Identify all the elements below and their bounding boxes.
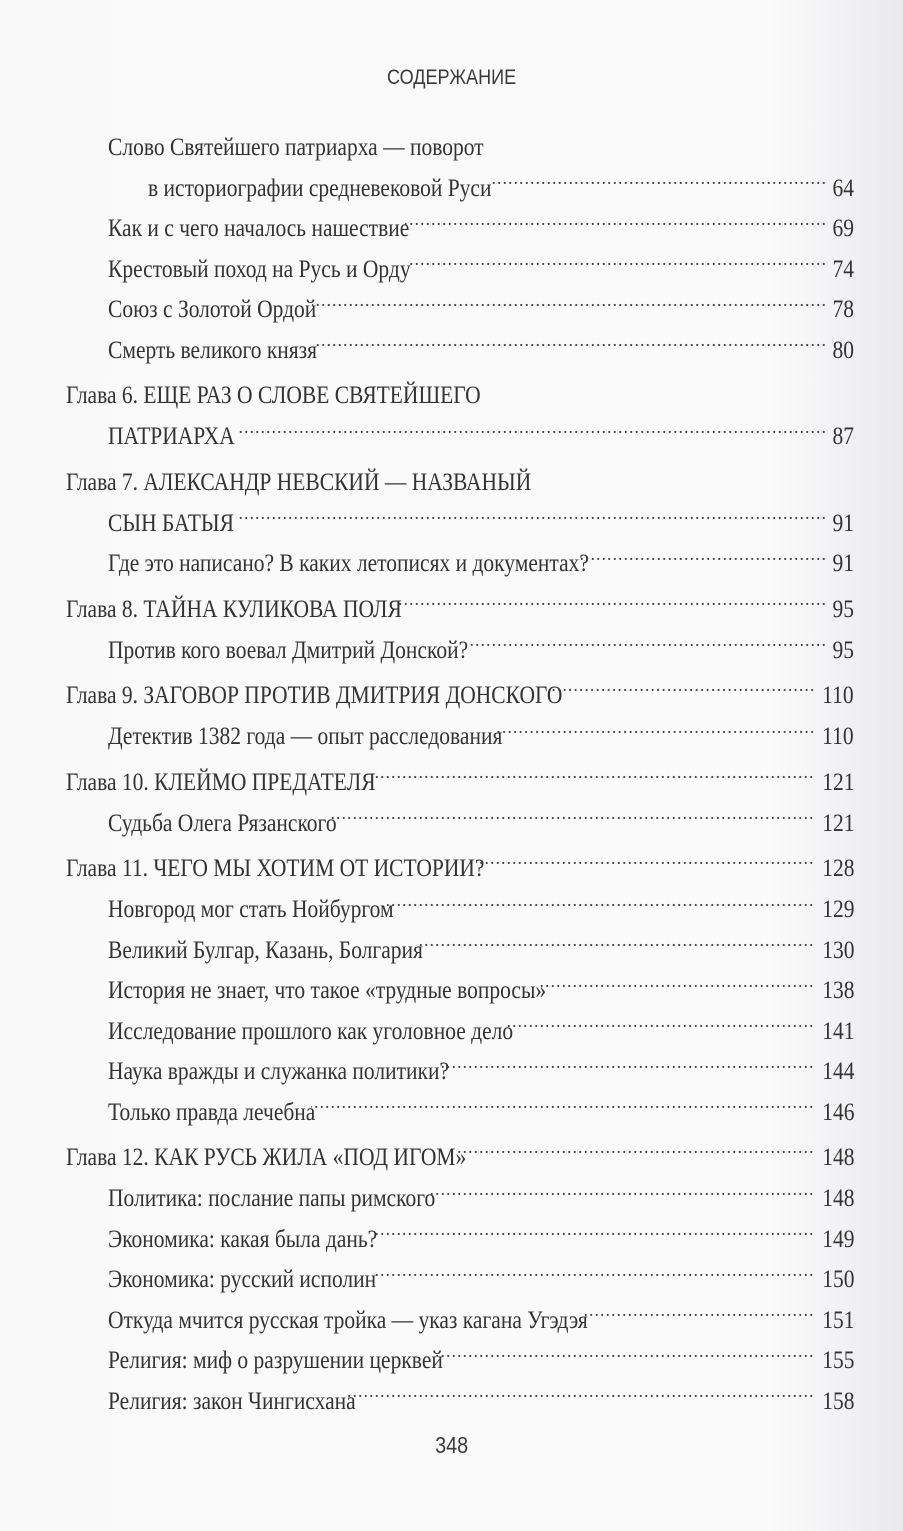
toc-entry	[66, 1052, 854, 1093]
toc-entry	[66, 1260, 854, 1301]
toc-chapter-continuation	[66, 417, 854, 458]
toc-entry-title: Где это написано? В каких летописях и документах?	[108, 550, 589, 577]
toc-entry-page: 91	[832, 509, 854, 537]
toc-chapter	[66, 762, 854, 804]
toc-entry	[66, 1220, 854, 1261]
toc-entry-title: Крестовый поход на Русь и Орду	[108, 255, 411, 283]
dot-leader	[237, 419, 827, 444]
toc-entry-title: Наука вражды и служанка политики?	[108, 1058, 449, 1085]
toc-entry	[66, 331, 854, 372]
toc-entry-title: в историографии средневековой Руси	[148, 174, 492, 202]
toc-chapter-title: Глава 12. КАК РУСЬ ЖИЛА «ПОД ИГОМ»	[66, 1144, 467, 1171]
dot-leader	[373, 1222, 814, 1247]
toc-entry-title: Как и с чего началось нашествие	[108, 215, 410, 242]
toc-entry-page: 95	[832, 595, 854, 623]
toc-entry-title: Экономика: русский исполин	[108, 1266, 377, 1293]
toc-entry-title: Откуда мчится русская тройка — указ кагана Угэдэя	[108, 1306, 588, 1334]
dot-leader	[550, 678, 815, 703]
toc-entry-page: 110	[822, 682, 854, 709]
toc-entry-page: 150	[821, 1266, 854, 1293]
toc-chapter	[66, 375, 854, 417]
toc-chapter-title: ПАТРИАРХА	[108, 423, 235, 450]
toc-chapter-title: Глава 6. ЕЩЕ РАЗ О СЛОВЕ СВЯТЕЙШЕГО	[66, 382, 481, 409]
toc-entry-page: 148	[821, 1144, 854, 1171]
dot-leader	[480, 851, 815, 876]
toc-entry-page: 121	[821, 768, 854, 796]
toc-entry-page: 87	[832, 423, 854, 450]
toc-entry-title: Великий Булгар, Казань, Болгария	[108, 936, 423, 964]
toc-entry-title: Политика: послание папы римского	[108, 1185, 436, 1212]
toc-chapter	[66, 589, 854, 631]
dot-leader	[311, 1095, 814, 1120]
toc-entry-title: Против кого воевал Дмитрий Донской?	[108, 636, 469, 664]
toc-entry-title: История не знает, что такое «трудные вопросы»	[108, 977, 547, 1004]
dot-leader	[583, 1303, 815, 1328]
toc-entry-page: 138	[821, 977, 854, 1004]
toc-chapter-title: Глава 11. ЧЕГО МЫ ХОТИМ ОТ ИСТОРИИ?	[66, 855, 485, 882]
toc-entry-title: Только правда лечебна	[108, 1098, 316, 1126]
toc-entry-title: Смерть великого князя	[108, 336, 318, 364]
toc-entry-title: Экономика: какая была дань?	[108, 1225, 378, 1253]
dot-leader	[431, 1181, 815, 1206]
dot-leader	[494, 719, 816, 744]
toc-entry	[66, 1341, 854, 1382]
dot-leader	[506, 1014, 814, 1039]
toc-entry-page: 158	[821, 1387, 854, 1415]
toc-entry-page: 74	[832, 255, 854, 283]
toc-entry-title: Религия: миф о разрушении церквей	[108, 1347, 443, 1374]
toc-entry	[66, 1012, 854, 1053]
toc-entry-page: 129	[821, 896, 854, 923]
toc-entry-title: Детектив 1382 года — опыт расследования	[108, 723, 503, 750]
toc-entry-title: Судьба Олега Рязанского	[108, 809, 337, 837]
dot-leader	[539, 973, 814, 998]
dot-leader	[407, 252, 827, 277]
toc-entry	[66, 544, 854, 585]
toc-entry	[66, 169, 854, 210]
dot-leader	[434, 1343, 814, 1368]
toc-entry-page: 95	[832, 636, 854, 664]
toc-entry	[66, 931, 854, 972]
toc-entry-page: 149	[821, 1225, 854, 1253]
toc-entry-page: 141	[821, 1017, 854, 1045]
toc-entry	[66, 1301, 854, 1342]
dot-leader	[464, 633, 827, 658]
toc-entry-page: 121	[821, 809, 854, 837]
dot-leader	[313, 333, 827, 358]
dot-leader	[416, 933, 814, 958]
toc-entry	[66, 631, 854, 672]
toc-entry-page: 91	[832, 550, 854, 577]
toc-entry	[66, 804, 854, 845]
dot-leader	[405, 211, 827, 236]
toc-entry-page: 128	[821, 855, 854, 882]
dot-leader	[387, 892, 814, 917]
dot-leader	[399, 592, 827, 617]
dot-leader	[581, 546, 827, 571]
toc-entry-page: 146	[821, 1098, 854, 1126]
toc-entry	[66, 1382, 854, 1423]
dot-leader	[458, 1140, 814, 1165]
toc-entry-page: 144	[821, 1058, 854, 1085]
toc-entry	[66, 128, 854, 169]
toc-entry-title: Союз с Золотой Ордой	[108, 296, 317, 323]
toc-entry-page: 148	[821, 1185, 854, 1212]
toc-entry	[66, 250, 854, 291]
toc-entry	[66, 209, 854, 250]
toc-chapter-title: Глава 7. АЛЕКСАНДР НЕВСКИЙ — НАЗВАНЫЙ	[66, 468, 532, 496]
dot-leader	[489, 171, 827, 196]
toc-entry	[66, 1179, 854, 1220]
toc-entry	[66, 1093, 854, 1134]
toc-entry	[66, 971, 854, 1012]
toc-entry-page: 78	[832, 296, 854, 323]
toc-chapter-title: СЫН БАТЫЯ	[108, 509, 234, 537]
toc-entry	[66, 290, 854, 331]
page-header-title: СОДЕРЖАНИЕ	[386, 66, 517, 89]
toc-chapter	[66, 675, 854, 717]
toc-entry-page: 151	[821, 1306, 854, 1334]
toc-entry-page: 130	[821, 936, 854, 964]
toc-chapter	[66, 462, 854, 504]
dot-leader	[373, 765, 815, 790]
dot-leader	[372, 1262, 815, 1287]
toc-chapter-title: Глава 8. ТАЙНА КУЛИКОВА ПОЛЯ	[66, 595, 402, 623]
toc-entry-page: 155	[821, 1347, 854, 1374]
dot-leader	[312, 292, 827, 317]
toc-entry-page: 69	[832, 215, 854, 242]
toc-entry-title: Религия: закон Чингисхана	[108, 1387, 356, 1415]
toc-entry-title: Слово Святейшего патриарха — поворот	[108, 134, 484, 161]
toc-entry-page: 110	[822, 723, 854, 750]
toc-chapter	[66, 1137, 854, 1179]
toc-chapter	[66, 848, 854, 890]
page-number: 348	[435, 1432, 469, 1458]
toc-chapter-title: Глава 9. ЗАГОВОР ПРОТИВ ДМИТРИЯ ДОНСКОГО	[66, 682, 563, 709]
dot-leader	[348, 1384, 815, 1409]
toc-chapter-continuation	[66, 504, 854, 545]
dot-leader	[442, 1054, 815, 1079]
toc-entry-title: Исследование прошлого как уголовное дело	[108, 1017, 514, 1045]
toc-chapter-title: Глава 10. КЛЕЙМО ПРЕДАТЕЛЯ	[66, 768, 376, 796]
toc-entry-page: 64	[832, 174, 854, 202]
dot-leader	[331, 806, 815, 831]
toc-entry-page: 80	[832, 336, 854, 364]
table-of-contents	[66, 128, 854, 1422]
toc-entry	[66, 717, 854, 758]
toc-entry	[66, 890, 854, 931]
toc-entry-title: Новгород мог стать Нойбургом	[108, 896, 394, 923]
dot-leader	[236, 506, 827, 531]
